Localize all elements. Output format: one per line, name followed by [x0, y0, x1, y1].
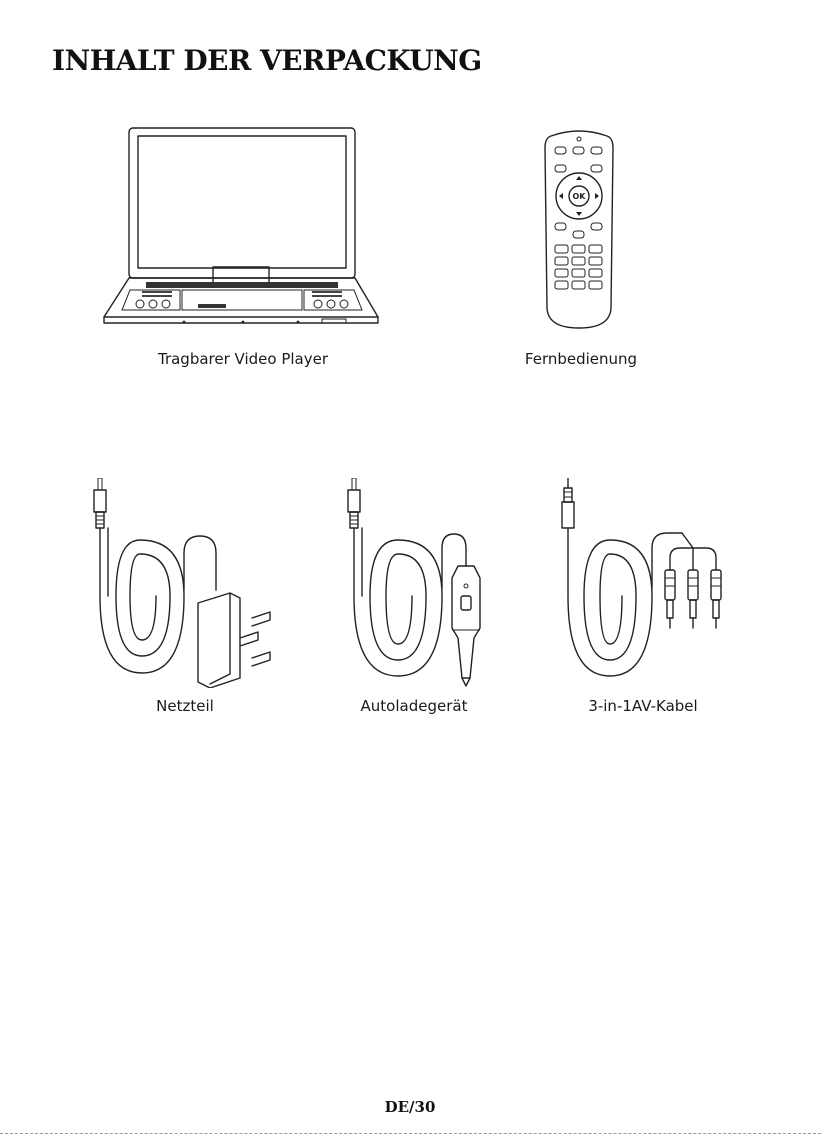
- caption-car-charger: Autoladegerät: [360, 697, 468, 715]
- page-number: DE/30: [384, 1098, 436, 1116]
- caption-portable-player: Tragbarer Video Player: [157, 350, 329, 368]
- caption-power-adapter: Netzteil: [156, 697, 214, 715]
- portable-dvd-player: [100, 124, 390, 334]
- caption-remote-control: Fernbedienung: [524, 350, 638, 368]
- remote-control-icon: [541, 128, 617, 330]
- power-adapter: [80, 478, 280, 688]
- page-title: INHALT DER VERPACKUNG: [52, 44, 482, 77]
- car-charger: [340, 478, 500, 688]
- page-bottom-rule: [0, 1133, 821, 1134]
- av-cable-icon: [552, 478, 752, 688]
- remote-control: [541, 128, 617, 330]
- caption-av-cable: 3-in-1AV-Kabel: [588, 697, 698, 715]
- portable-dvd-player-icon: [100, 124, 390, 334]
- power-adapter-icon: [80, 478, 280, 688]
- av-cable: [552, 478, 752, 688]
- car-charger-icon: [340, 478, 500, 688]
- remote-ok-label: OK: [572, 192, 586, 201]
